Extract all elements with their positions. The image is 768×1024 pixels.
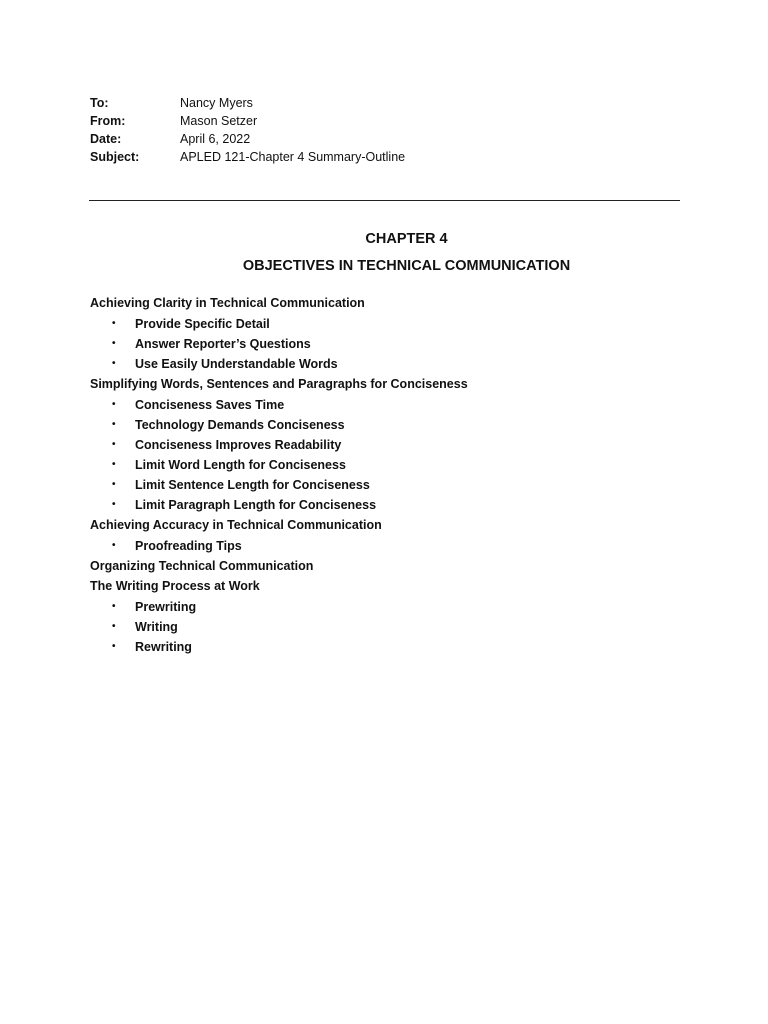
bullet-icon: • xyxy=(112,540,116,551)
memo-subject-row xyxy=(90,148,405,166)
outline-bullet-text: Prewriting xyxy=(135,600,197,614)
outline-bullet-item xyxy=(90,495,468,515)
outline-bullet-item xyxy=(90,415,468,435)
outline-bullet-text: Rewriting xyxy=(135,640,192,654)
bullet-icon: • xyxy=(112,499,116,510)
outline-bullet-text: Technology Demands Conciseness xyxy=(135,418,345,432)
outline-bullet-item xyxy=(90,435,468,455)
bullet-icon: • xyxy=(112,419,116,430)
outline-bullet-list xyxy=(90,314,468,374)
bullet-icon: • xyxy=(112,479,116,490)
memo-from-value: Mason Setzer xyxy=(180,114,258,128)
memo-date-label: Date: xyxy=(90,132,122,146)
outline-bullet-item xyxy=(90,536,468,556)
outline-bullet-text: Use Easily Understandable Words xyxy=(135,357,338,371)
outline-bullet-text: Limit Paragraph Length for Conciseness xyxy=(135,498,377,512)
outline-bullet-item xyxy=(90,354,468,374)
outline-bullet-text: Provide Specific Detail xyxy=(135,317,270,331)
outline-bullet-item xyxy=(90,455,468,475)
outline-bullet-text: Proofreading Tips xyxy=(135,539,242,553)
memo-from-row xyxy=(90,112,405,130)
outline-bullet-list xyxy=(90,395,468,515)
bullet-icon: • xyxy=(112,601,116,612)
memo-subject-label: Subject: xyxy=(90,150,140,164)
memo-header xyxy=(90,94,405,166)
outline-bullet-text: Conciseness Saves Time xyxy=(135,398,285,412)
chapter-heading: OBJECTIVES IN TECHNICAL COMMUNICATION xyxy=(242,258,571,274)
outline-bullet-item xyxy=(90,617,468,637)
outline-bullet-text: Limit Word Length for Conciseness xyxy=(135,458,346,472)
outline-bullet-text: Answer Reporter’s Questions xyxy=(135,337,311,351)
outline-bullet-item xyxy=(90,597,468,617)
bullet-icon: • xyxy=(112,641,116,652)
memo-date-value: April 6, 2022 xyxy=(180,132,251,146)
outline-section-heading: Achieving Clarity in Technical Communication xyxy=(90,296,365,310)
outline-bullet-text: Writing xyxy=(135,620,178,634)
memo-subject-value: APLED 121-Chapter 4 Summary-Outline xyxy=(180,150,406,164)
chapter-title: CHAPTER 4 xyxy=(365,231,448,247)
outline-section-heading: Achieving Accuracy in Technical Communication xyxy=(90,518,382,532)
bullet-icon: • xyxy=(112,358,116,369)
outline-bullet-item xyxy=(90,314,468,334)
memo-to-label: To: xyxy=(90,96,109,110)
memo-date-row xyxy=(90,130,405,148)
memo-from-label: From: xyxy=(90,114,126,128)
outline-bullet-item xyxy=(90,395,468,415)
bullet-icon: • xyxy=(112,621,116,632)
memo-to-row xyxy=(90,94,405,112)
bullet-icon: • xyxy=(112,439,116,450)
outline-bullet-text: Conciseness Improves Readability xyxy=(135,438,342,452)
outline-bullet-list xyxy=(90,597,468,657)
memo-to-value: Nancy Myers xyxy=(180,96,253,110)
outline-bullet-list xyxy=(90,536,468,556)
outline-section-heading: Simplifying Words, Sentences and Paragraphs for Conciseness xyxy=(90,377,468,391)
bullet-icon: • xyxy=(112,338,116,349)
outline-bullet-text: Limit Sentence Length for Conciseness xyxy=(135,478,370,492)
outline-section-heading: Organizing Technical Communication xyxy=(90,559,314,573)
outline-bullet-item xyxy=(90,475,468,495)
outline-section-heading: The Writing Process at Work xyxy=(90,579,260,593)
outline-bullet-item xyxy=(90,637,468,657)
bullet-icon: • xyxy=(112,459,116,470)
chapter-titles xyxy=(0,229,768,276)
horizontal-rule xyxy=(89,200,680,201)
outline-bullet-item xyxy=(90,334,468,354)
bullet-icon: • xyxy=(112,399,116,410)
bullet-icon: • xyxy=(112,318,116,329)
chapter-outline xyxy=(90,293,468,657)
